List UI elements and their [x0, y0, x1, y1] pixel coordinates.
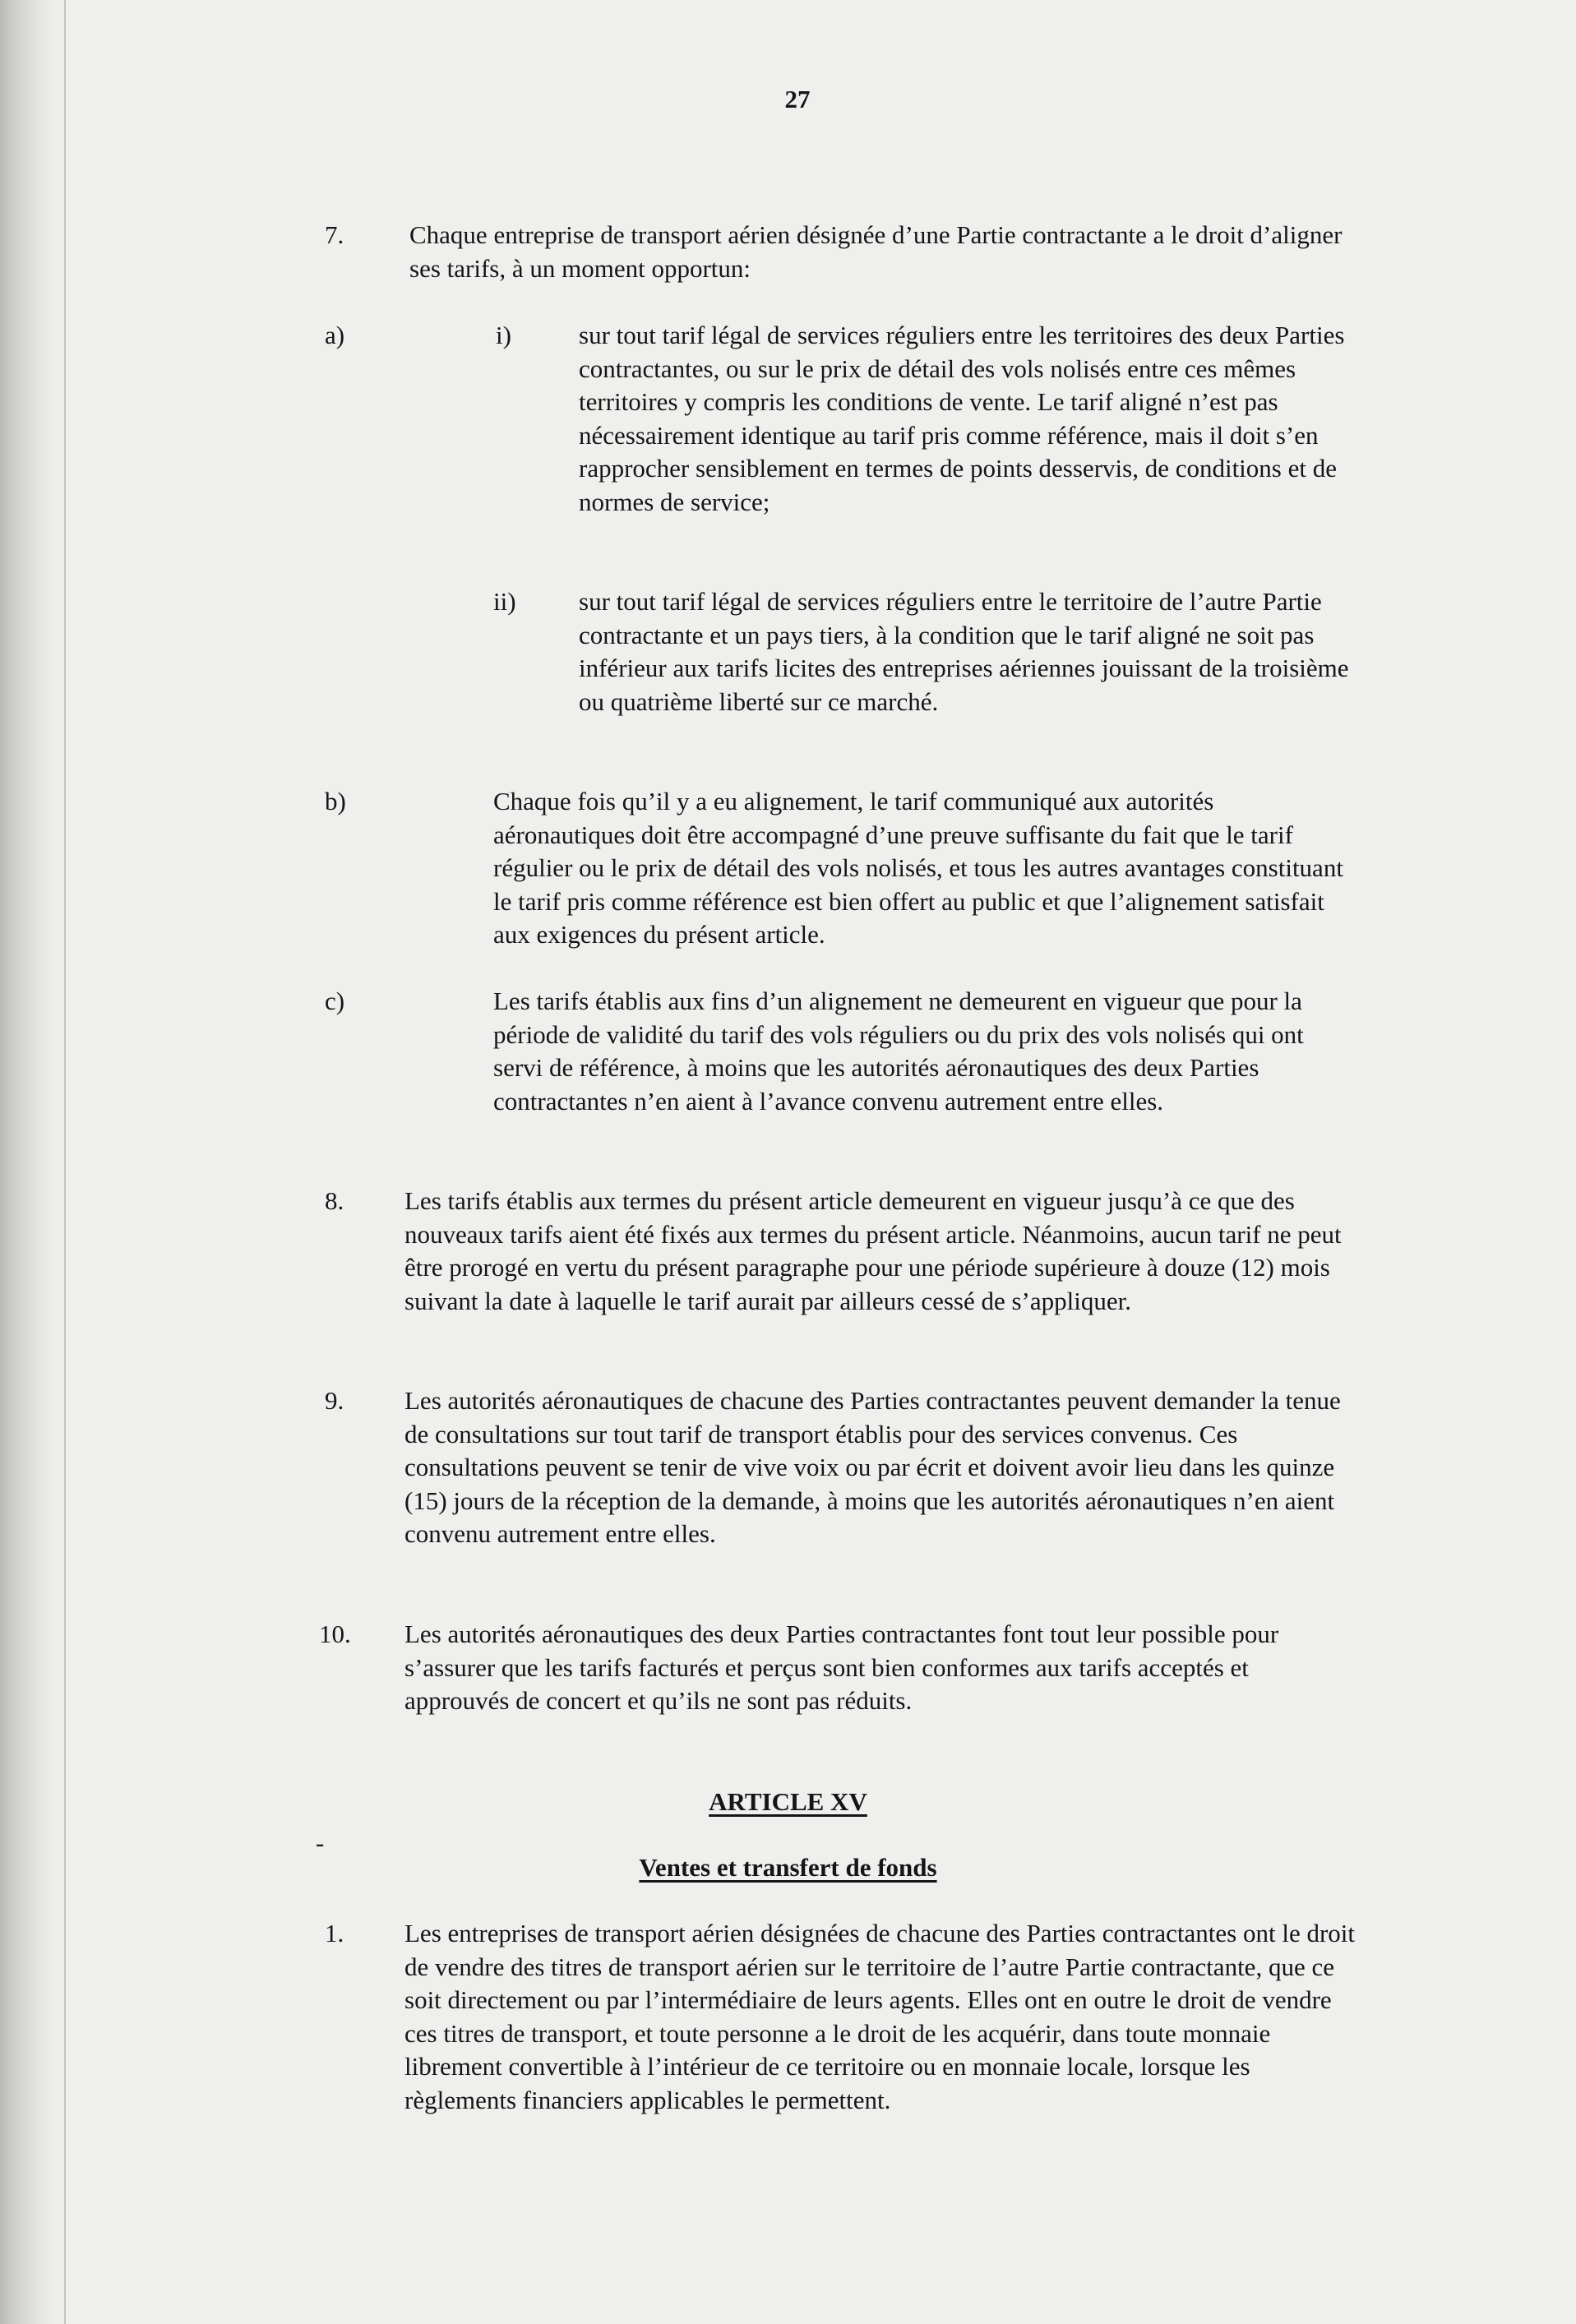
paragraph-c: Les tarifs établis aux fins d’un alignement ne demeurent en vigueur que pour la période de validité du tarif des vols réguliers ou du prix des vols nolisés qui ont servi de référence, à moins que les autorités aéronautiques des deux Parties contractantes n’en aient à l’avance convenu autrement entre elles. — [493, 986, 1304, 1116]
article-paragraph-1: Les entreprises de transport aérien désignées de chacune des Parties contractantes ont le droit de vendre des titres de transport aérien sur le territoire de l’autre Partie contractante, que ce soit directement ou par l’intermédiaire de leurs agents. Elles ont en outre le droit de vendre ces titres de transport, et toute personne a le droit de les acquérir, dans toute monnaie librement convertible à l’intérieur de ce territoire ou en monnaie locale, lorsque les règlements financiers applicables le permettent. — [404, 1919, 1356, 2114]
paragraph-b: Chaque fois qu’il y a eu alignement, le tarif communiqué aux autorités aéronautiques doit être accompagné d’une preuve suffisante du fait que le tarif régulier ou le prix de détail des vols nolisés, et tous les autres avantages constituant le tarif pris comme référence est bien offert au public et que l’alignement satisfait aux exigences du présent article. — [493, 787, 1343, 949]
item-label-a: a) — [325, 321, 345, 349]
item-number-10: 10. — [319, 1619, 351, 1648]
article-heading: ARTICLE XV — [709, 1787, 867, 1816]
item-label-a-i: i) — [496, 321, 511, 349]
item-label-b: b) — [325, 787, 346, 815]
item-number-7: 7. — [325, 220, 344, 249]
paragraph-8: Les tarifs établis aux termes du présent article demeurent en vigueur jusqu’à ce que des nouveaux tarifs aient été fixés aux termes du présent article. Néanmoins, aucun tarif ne peut être prorogé en vertu du présent paragraphe pour une période supérieure à douze (12) mois suivant la date à laquelle le tarif aurait par ailleurs cessé de s’appliquer. — [404, 1186, 1342, 1315]
article-subheading: Ventes et transfert de fonds — [639, 1853, 937, 1882]
paragraph-a-ii: sur tout tarif légal de services réguliers entre le territoire de l’autre Partie contractante et un pays tiers, à la condition que le tarif aligné ne soit pas inférieur aux tarifs licites des entreprises aériennes jouissant de la troisième ou quatrième liberté sur ce marché. — [579, 587, 1349, 716]
item-number-9: 9. — [325, 1386, 344, 1415]
paragraph-7: Chaque entreprise de transport aérien désignée d’une Partie contractante a le droit d’aligner ses tarifs, à un moment opportun: — [409, 220, 1343, 283]
paragraph-a-i: sur tout tarif légal de services réguliers entre les territoires des deux Parties contractantes, ou sur le prix de détail des vols nolisés entre ces mêmes territoires y compris les conditions de vente. Le tarif aligné n’est pas nécessairement identique au tarif pris comme référence, mais il doit s’en rapprocher sensiblement en termes de points desservis, de conditions et de normes de service; — [579, 321, 1345, 516]
article-item-number-1: 1. — [325, 1919, 344, 1947]
page-number: 27 — [784, 85, 811, 113]
stray-dash-mark: - — [316, 1828, 325, 1857]
paragraph-9: Les autorités aéronautiques de chacune des Parties contractantes peuvent demander la tenue de consultations sur tout tarif de transport établis pour des services convenus. Ces consultations peuvent se tenir de vive voix ou par écrit et doivent avoir lieu dans les quinze (15) jours de la réception de la demande, à moins que les autorités aéronautiques n’en aient convenu autrement entre elles. — [404, 1386, 1341, 1548]
item-label-c: c) — [325, 986, 345, 1015]
item-number-8: 8. — [325, 1186, 344, 1215]
item-label-a-ii: ii) — [493, 587, 516, 616]
paragraph-10: Les autorités aéronautiques des deux Parties contractantes font tout leur possible pour s’assurer que les tarifs facturés et perçus sont bien conformes aux tarifs acceptés et approuvés de concert et qu’ils ne sont pas réduits. — [404, 1619, 1279, 1715]
